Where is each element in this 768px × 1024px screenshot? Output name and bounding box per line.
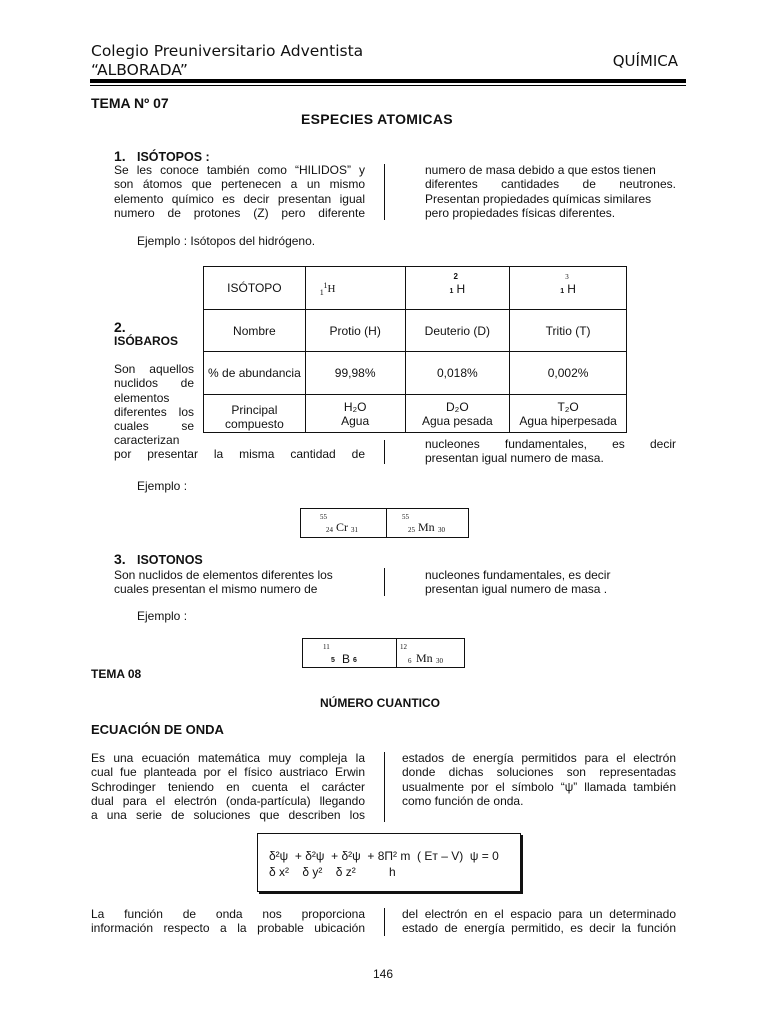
text-line: pero propiedades físicas diferentes. [425,205,616,220]
element-symbol: Cr [336,520,348,534]
text-line: cual fue planteada por el físico austriaco Erwin [91,765,365,780]
element-symbol: Mn [416,651,433,665]
row-label: Nombre [204,310,306,352]
mass-number: 2 [453,272,458,281]
onda-para2-left [91,907,365,936]
tritio-symbol-cell [510,267,627,310]
mass-number: 1 [323,281,328,290]
subject-title: QUÍMICA [612,52,678,70]
text-line: Son nuclidos de elementos diferentes los [114,568,333,582]
table-cell: Protio (H) [305,310,405,352]
text-line: Schrodinger teniendo en cuenta el carácter [91,779,365,794]
onda-para1-left [91,751,365,822]
atomic-number: 24 [326,526,333,534]
onda-para1-right [402,751,676,808]
table-row [204,352,627,395]
text-line: diferentes cantidades de neutrones. [425,177,676,192]
isotonos-heading: ISOTONOS [137,553,203,567]
text-line: diferentes los [114,404,194,419]
text-line: numero de protones (Z) pero diferente [114,205,365,220]
protio-symbol-cell [305,267,405,310]
box-divider [396,639,397,667]
text-line: dual para el electrón (onda-partícula) llegando [91,793,365,808]
text-line: nuclidos de [114,376,194,391]
neutron-number: 30 [438,526,445,534]
neutron-number: 30 [436,657,443,665]
compound-name: Agua hiperpesada [519,413,617,428]
table-row [204,395,627,433]
row-label-line: Principal [231,402,278,417]
isobaros-example-box [300,508,469,538]
isobaros-right-text [425,437,676,466]
text-line: donde dichas soluciones son representadas [402,765,676,780]
school-name-line2: “ALBORADA” [91,61,188,79]
atomic-number: 5 [331,657,335,664]
table-cell: 0,002% [510,352,627,395]
column-separator [384,752,385,822]
text-line: cuales presentan el mismo numero de [114,582,318,597]
table-cell: Tritio (T) [510,310,627,352]
section-heading: ECUACIÓN DE ONDA [91,722,224,737]
atomic-number: 1 [449,288,454,295]
atomic-number: 1 [560,288,565,295]
isotope-table [203,266,627,433]
equation-line1: δ²ψ + δ²ψ + δ²ψ + 8Π² m ( Eᴛ – V) ψ = 0 [269,849,499,863]
isotonos-number: 3. [114,551,126,567]
mass-number: 12 [400,643,407,651]
isotopos-number: 1. [114,148,126,164]
text-line: nucleones fundamentales, es decir [425,568,611,582]
isobaros-heading: ISÓBAROS [114,334,179,348]
text-line: Presentan propiedades químicas similares [425,191,652,206]
element-symbol: H [567,282,576,296]
isotonos-right-text [425,568,676,597]
page-number: 146 [373,967,394,981]
text-line: numero de masa debido a que estos tienen [425,163,656,177]
isotopos-heading: ISÓTOPOS : [137,150,210,164]
mass-number: 11 [323,643,330,651]
atomic-number: 25 [408,526,415,534]
header-rule-thick [90,79,686,83]
neutron-number: 31 [351,526,358,534]
compound-formula: H₂O [343,399,367,414]
atomic-number: 1 [319,288,324,297]
table-cell: Deuterio (D) [405,310,510,352]
isobaros-left-last-line: por presentar la misma cantidad de [114,447,365,461]
text-line: como función de onda. [402,793,524,808]
mass-number: 3 [565,273,569,281]
isobaros-example: Ejemplo : [137,479,188,493]
column-separator [384,908,385,936]
element-symbol: B [342,652,351,666]
text-line: elementos [114,390,170,405]
column-separator [384,440,385,464]
table-cell: 99,98% [305,352,405,395]
row-label: % de abundancia [204,352,306,395]
isotonos-example: Ejemplo : [137,609,188,623]
table-row [204,267,627,310]
table-header-cell: ISÓTOPO [204,267,306,310]
table-row [204,310,627,352]
text-line: nucleones fundamentales, es decir [425,437,676,451]
text-line: usualmente por el símbolo “ψ” llamada también [402,779,676,794]
text-line: cuales se [114,419,194,434]
mass-number: 55 [320,513,327,521]
text-line: Es una ecuación matemática muy compleja la [91,751,365,765]
isotonos-left-text [114,568,365,597]
table-cell: 0,018% [405,352,510,395]
deuterio-symbol-cell [405,267,510,310]
header-rule-thin [90,85,686,86]
box-divider [386,509,387,537]
isotopos-right-text [425,163,676,220]
isobaros-left-text [114,362,194,448]
text-line: presentan igual numero de masa. [425,451,604,466]
text-line: elemento químico es decir presentan igual [114,191,365,206]
compound-name: Agua [341,413,370,428]
isotopos-example: Ejemplo : Isótopos del hidrógeno. [137,234,316,248]
tema07-title: ESPECIES ATOMICAS [301,111,453,127]
text-line: estados de energía permitidos para el electrón [402,751,676,765]
text-line: estado de energía permitido, es decir la función [402,921,676,936]
text-line: caracterizan [114,433,180,448]
isotonos-example-box [302,638,465,668]
table-cell [405,395,510,433]
mass-number: 55 [402,513,409,521]
compound-formula: D₂O [446,399,469,414]
element-symbol: Mn [418,520,435,534]
element-symbol: H [327,283,336,295]
text-line: información respecto a la probable ubicación [91,921,365,936]
text-line: a una serie de soluciones que describen los [91,808,365,823]
text-line: del electrón en el espacio para un determinado [402,907,676,921]
text-line: Son aquellos [114,362,194,376]
isobaros-number: 2. [114,319,126,335]
neutron-number: 6 [353,657,357,664]
row-label-line: compuesto [225,416,284,431]
school-name [91,42,363,80]
text-line: son átomos que pertenecen a un mismo [114,177,365,192]
tema08-label: TEMA 08 [91,667,142,681]
isotopos-left-text [114,163,365,220]
column-separator [384,164,385,220]
tema08-title: NÚMERO CUANTICO [320,696,440,710]
row-label [204,395,306,433]
text-line: Se les conoce también como “HILIDOS” y [114,163,365,177]
onda-para2-right [402,907,676,936]
text-line: La función de onda nos proporciona [91,907,365,921]
compound-formula: T₂O [557,399,579,414]
equation-line2: δ x² δ y² δ z² h [269,865,396,879]
compound-name: Agua pesada [421,413,493,428]
element-symbol: H [456,282,466,296]
column-separator [384,568,385,596]
tema07-label: TEMA Nº 07 [91,95,169,111]
table-cell [510,395,627,433]
schrodinger-equation-box [257,833,521,892]
table-cell [305,395,405,433]
text-line: presentan igual numero de masa . [425,582,608,597]
atomic-number: 6 [408,657,412,665]
school-name-line1: Colegio Preuniversitario Adventista [91,42,364,60]
